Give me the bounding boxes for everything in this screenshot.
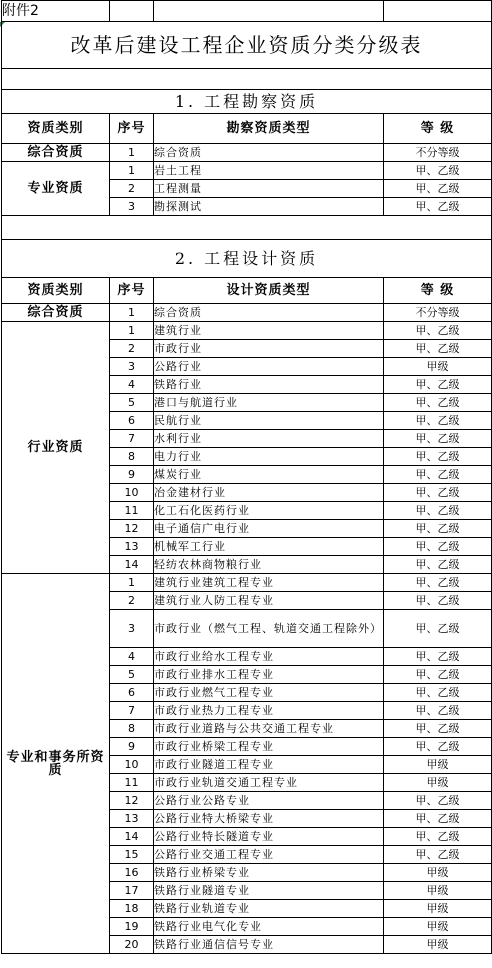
header-index[interactable]: 序号 (110, 114, 154, 144)
category-cell[interactable]: 专业和事务所资质 (2, 574, 110, 954)
header-type[interactable]: 勘察资质类型 (154, 114, 384, 144)
type-cell[interactable]: 建筑行业 (154, 322, 384, 340)
category-cell[interactable]: 行业资质 (2, 322, 110, 574)
category-cell[interactable]: 综合资质 (2, 304, 110, 322)
grade-cell[interactable]: 甲级 (384, 756, 492, 774)
type-cell[interactable]: 电力行业 (154, 448, 384, 466)
type-cell[interactable]: 煤炭行业 (154, 466, 384, 484)
grade-cell[interactable]: 甲、乙级 (384, 738, 492, 756)
grade-cell[interactable]: 甲、乙级 (384, 666, 492, 684)
index-cell[interactable]: 2 (110, 592, 154, 610)
page-title[interactable]: 改革后建设工程企业资质分类分级表 (2, 22, 492, 69)
type-cell[interactable]: 市政行业给水工程专业 (154, 648, 384, 666)
empty-cell[interactable] (384, 1, 492, 22)
grade-cell[interactable]: 甲、乙级 (384, 538, 492, 556)
grade-cell[interactable]: 不分等级 (384, 144, 492, 162)
grade-cell[interactable]: 甲、乙级 (384, 340, 492, 358)
header-grade[interactable]: 等 级 (384, 114, 492, 144)
grade-cell[interactable]: 甲、乙级 (384, 376, 492, 394)
category-cell[interactable]: 专业资质 (2, 162, 110, 216)
index-cell[interactable]: 3 (110, 198, 154, 216)
header-category[interactable]: 资质类别 (2, 114, 110, 144)
grade-cell[interactable]: 甲、乙级 (384, 430, 492, 448)
grade-cell[interactable]: 甲级 (384, 358, 492, 376)
index-cell[interactable]: 16 (110, 864, 154, 882)
empty-cell[interactable] (154, 1, 384, 22)
type-cell[interactable]: 铁路行业 (154, 376, 384, 394)
grade-cell[interactable]: 甲、乙级 (384, 198, 492, 216)
table-row (2, 322, 492, 340)
attachment-label[interactable]: 附件2 (2, 1, 110, 22)
index-cell[interactable]: 10 (110, 756, 154, 774)
type-cell[interactable]: 铁路行业轨道专业 (154, 900, 384, 918)
index-cell[interactable]: 5 (110, 394, 154, 412)
index-cell[interactable]: 12 (110, 792, 154, 810)
index-cell[interactable]: 1 (110, 162, 154, 180)
grade-cell[interactable]: 甲、乙级 (384, 610, 492, 648)
grade-cell[interactable]: 甲级 (384, 774, 492, 792)
grade-cell[interactable]: 甲级 (384, 918, 492, 936)
type-cell[interactable]: 公路行业 (154, 358, 384, 376)
grade-cell[interactable]: 甲、乙级 (384, 180, 492, 198)
type-cell[interactable]: 岩土工程 (154, 162, 384, 180)
table-row (2, 574, 492, 592)
grade-cell[interactable]: 甲、乙级 (384, 702, 492, 720)
index-cell[interactable]: 8 (110, 720, 154, 738)
type-cell[interactable]: 市政行业排水工程专业 (154, 666, 384, 684)
grade-cell[interactable]: 甲、乙级 (384, 162, 492, 180)
type-cell[interactable]: 市政行业道路与公共交通工程专业 (154, 720, 384, 738)
grade-cell[interactable]: 甲、乙级 (384, 484, 492, 502)
type-cell[interactable]: 公路行业交通工程专业 (154, 846, 384, 864)
grade-cell[interactable]: 甲、乙级 (384, 592, 492, 610)
index-cell[interactable]: 5 (110, 666, 154, 684)
index-cell[interactable]: 11 (110, 502, 154, 520)
type-cell[interactable]: 建筑行业建筑工程专业 (154, 574, 384, 592)
grade-cell[interactable]: 甲、乙级 (384, 792, 492, 810)
type-cell[interactable]: 综合资质 (154, 304, 384, 322)
grade-cell[interactable]: 甲、乙级 (384, 574, 492, 592)
section-heading[interactable]: 1. 工程勘察资质 (2, 90, 492, 114)
index-cell[interactable]: 7 (110, 702, 154, 720)
type-cell[interactable]: 市政行业燃气工程专业 (154, 684, 384, 702)
type-cell[interactable]: 综合资质 (154, 144, 384, 162)
type-cell[interactable]: 市政行业隧道工程专业 (154, 756, 384, 774)
grade-cell[interactable]: 甲、乙级 (384, 322, 492, 340)
table-row (2, 144, 492, 162)
index-cell[interactable]: 6 (110, 684, 154, 702)
grade-cell[interactable]: 甲、乙级 (384, 448, 492, 466)
type-cell[interactable]: 铁路行业电气化专业 (154, 918, 384, 936)
grade-cell[interactable]: 甲、乙级 (384, 556, 492, 574)
type-cell[interactable]: 轻纺农林商物粮行业 (154, 556, 384, 574)
header-grade[interactable]: 等 级 (384, 278, 492, 304)
index-cell[interactable]: 13 (110, 538, 154, 556)
index-cell[interactable]: 3 (110, 610, 154, 648)
grade-cell[interactable]: 甲级 (384, 936, 492, 954)
category-cell[interactable]: 综合资质 (2, 144, 110, 162)
type-cell[interactable]: 民航行业 (154, 412, 384, 430)
type-cell[interactable]: 港口与航道行业 (154, 394, 384, 412)
type-cell[interactable]: 工程测量 (154, 180, 384, 198)
type-cell[interactable]: 市政行业热力工程专业 (154, 702, 384, 720)
index-cell[interactable]: 2 (110, 340, 154, 358)
type-cell[interactable]: 市政行业（燃气工程、轨道交通工程除外） (154, 610, 384, 648)
type-cell[interactable]: 公路行业特大桥梁专业 (154, 810, 384, 828)
grade-cell[interactable]: 甲、乙级 (384, 466, 492, 484)
grade-cell[interactable]: 甲、乙级 (384, 648, 492, 666)
grade-cell[interactable]: 甲、乙级 (384, 828, 492, 846)
index-cell[interactable]: 6 (110, 412, 154, 430)
index-cell[interactable]: 13 (110, 810, 154, 828)
grade-cell[interactable]: 甲、乙级 (384, 810, 492, 828)
index-cell[interactable]: 18 (110, 900, 154, 918)
index-cell[interactable]: 14 (110, 828, 154, 846)
header-index[interactable]: 序号 (110, 278, 154, 304)
type-cell[interactable]: 市政行业桥梁工程专业 (154, 738, 384, 756)
type-cell[interactable]: 铁路行业桥梁专业 (154, 864, 384, 882)
index-cell[interactable]: 9 (110, 466, 154, 484)
grade-cell[interactable]: 甲、乙级 (384, 394, 492, 412)
index-cell[interactable]: 8 (110, 448, 154, 466)
grade-cell[interactable]: 不分等级 (384, 304, 492, 322)
section-heading[interactable]: 2. 工程设计资质 (2, 240, 492, 278)
type-cell[interactable]: 机械军工行业 (154, 538, 384, 556)
index-cell[interactable]: 20 (110, 936, 154, 954)
grade-cell[interactable]: 甲、乙级 (384, 720, 492, 738)
type-cell[interactable]: 公路行业特长隧道专业 (154, 828, 384, 846)
index-cell[interactable]: 17 (110, 882, 154, 900)
type-cell[interactable]: 市政行业 (154, 340, 384, 358)
type-cell[interactable]: 水利行业 (154, 430, 384, 448)
grade-cell[interactable]: 甲级 (384, 864, 492, 882)
header-category[interactable]: 资质类别 (2, 278, 110, 304)
index-cell[interactable]: 9 (110, 738, 154, 756)
index-cell[interactable]: 10 (110, 484, 154, 502)
index-cell[interactable]: 1 (110, 574, 154, 592)
index-cell[interactable]: 7 (110, 430, 154, 448)
type-cell[interactable]: 勘探测试 (154, 198, 384, 216)
type-cell[interactable]: 冶金建材行业 (154, 484, 384, 502)
index-cell[interactable]: 4 (110, 376, 154, 394)
index-cell[interactable]: 14 (110, 556, 154, 574)
index-cell[interactable]: 1 (110, 144, 154, 162)
type-cell[interactable]: 电子通信广电行业 (154, 520, 384, 538)
grade-cell[interactable]: 甲、乙级 (384, 412, 492, 430)
qualification-table (1, 0, 492, 954)
type-cell[interactable]: 公路行业公路专业 (154, 792, 384, 810)
table-row (2, 304, 492, 322)
grade-cell[interactable]: 甲、乙级 (384, 520, 492, 538)
index-cell[interactable]: 1 (110, 304, 154, 322)
index-cell[interactable]: 4 (110, 648, 154, 666)
index-cell[interactable]: 3 (110, 358, 154, 376)
index-cell[interactable]: 12 (110, 520, 154, 538)
type-cell[interactable]: 化工石化医药行业 (154, 502, 384, 520)
header-type[interactable]: 设计资质类型 (154, 278, 384, 304)
grade-cell[interactable]: 甲、乙级 (384, 502, 492, 520)
grade-cell[interactable]: 甲、乙级 (384, 846, 492, 864)
blank-row[interactable] (2, 216, 492, 240)
type-cell[interactable]: 市政行业轨道交通工程专业 (154, 774, 384, 792)
index-cell[interactable]: 15 (110, 846, 154, 864)
type-cell[interactable]: 建筑行业人防工程专业 (154, 592, 384, 610)
grade-cell[interactable]: 甲级 (384, 900, 492, 918)
index-cell[interactable]: 11 (110, 774, 154, 792)
type-cell[interactable]: 铁路行业通信信号专业 (154, 936, 384, 954)
index-cell[interactable]: 2 (110, 180, 154, 198)
blank-row[interactable] (2, 69, 492, 90)
grade-cell[interactable]: 甲级 (384, 882, 492, 900)
empty-cell[interactable] (110, 1, 154, 22)
grade-cell[interactable]: 甲、乙级 (384, 684, 492, 702)
table-row (2, 162, 492, 180)
type-cell[interactable]: 铁路行业隧道专业 (154, 882, 384, 900)
index-cell[interactable]: 19 (110, 918, 154, 936)
index-cell[interactable]: 1 (110, 322, 154, 340)
